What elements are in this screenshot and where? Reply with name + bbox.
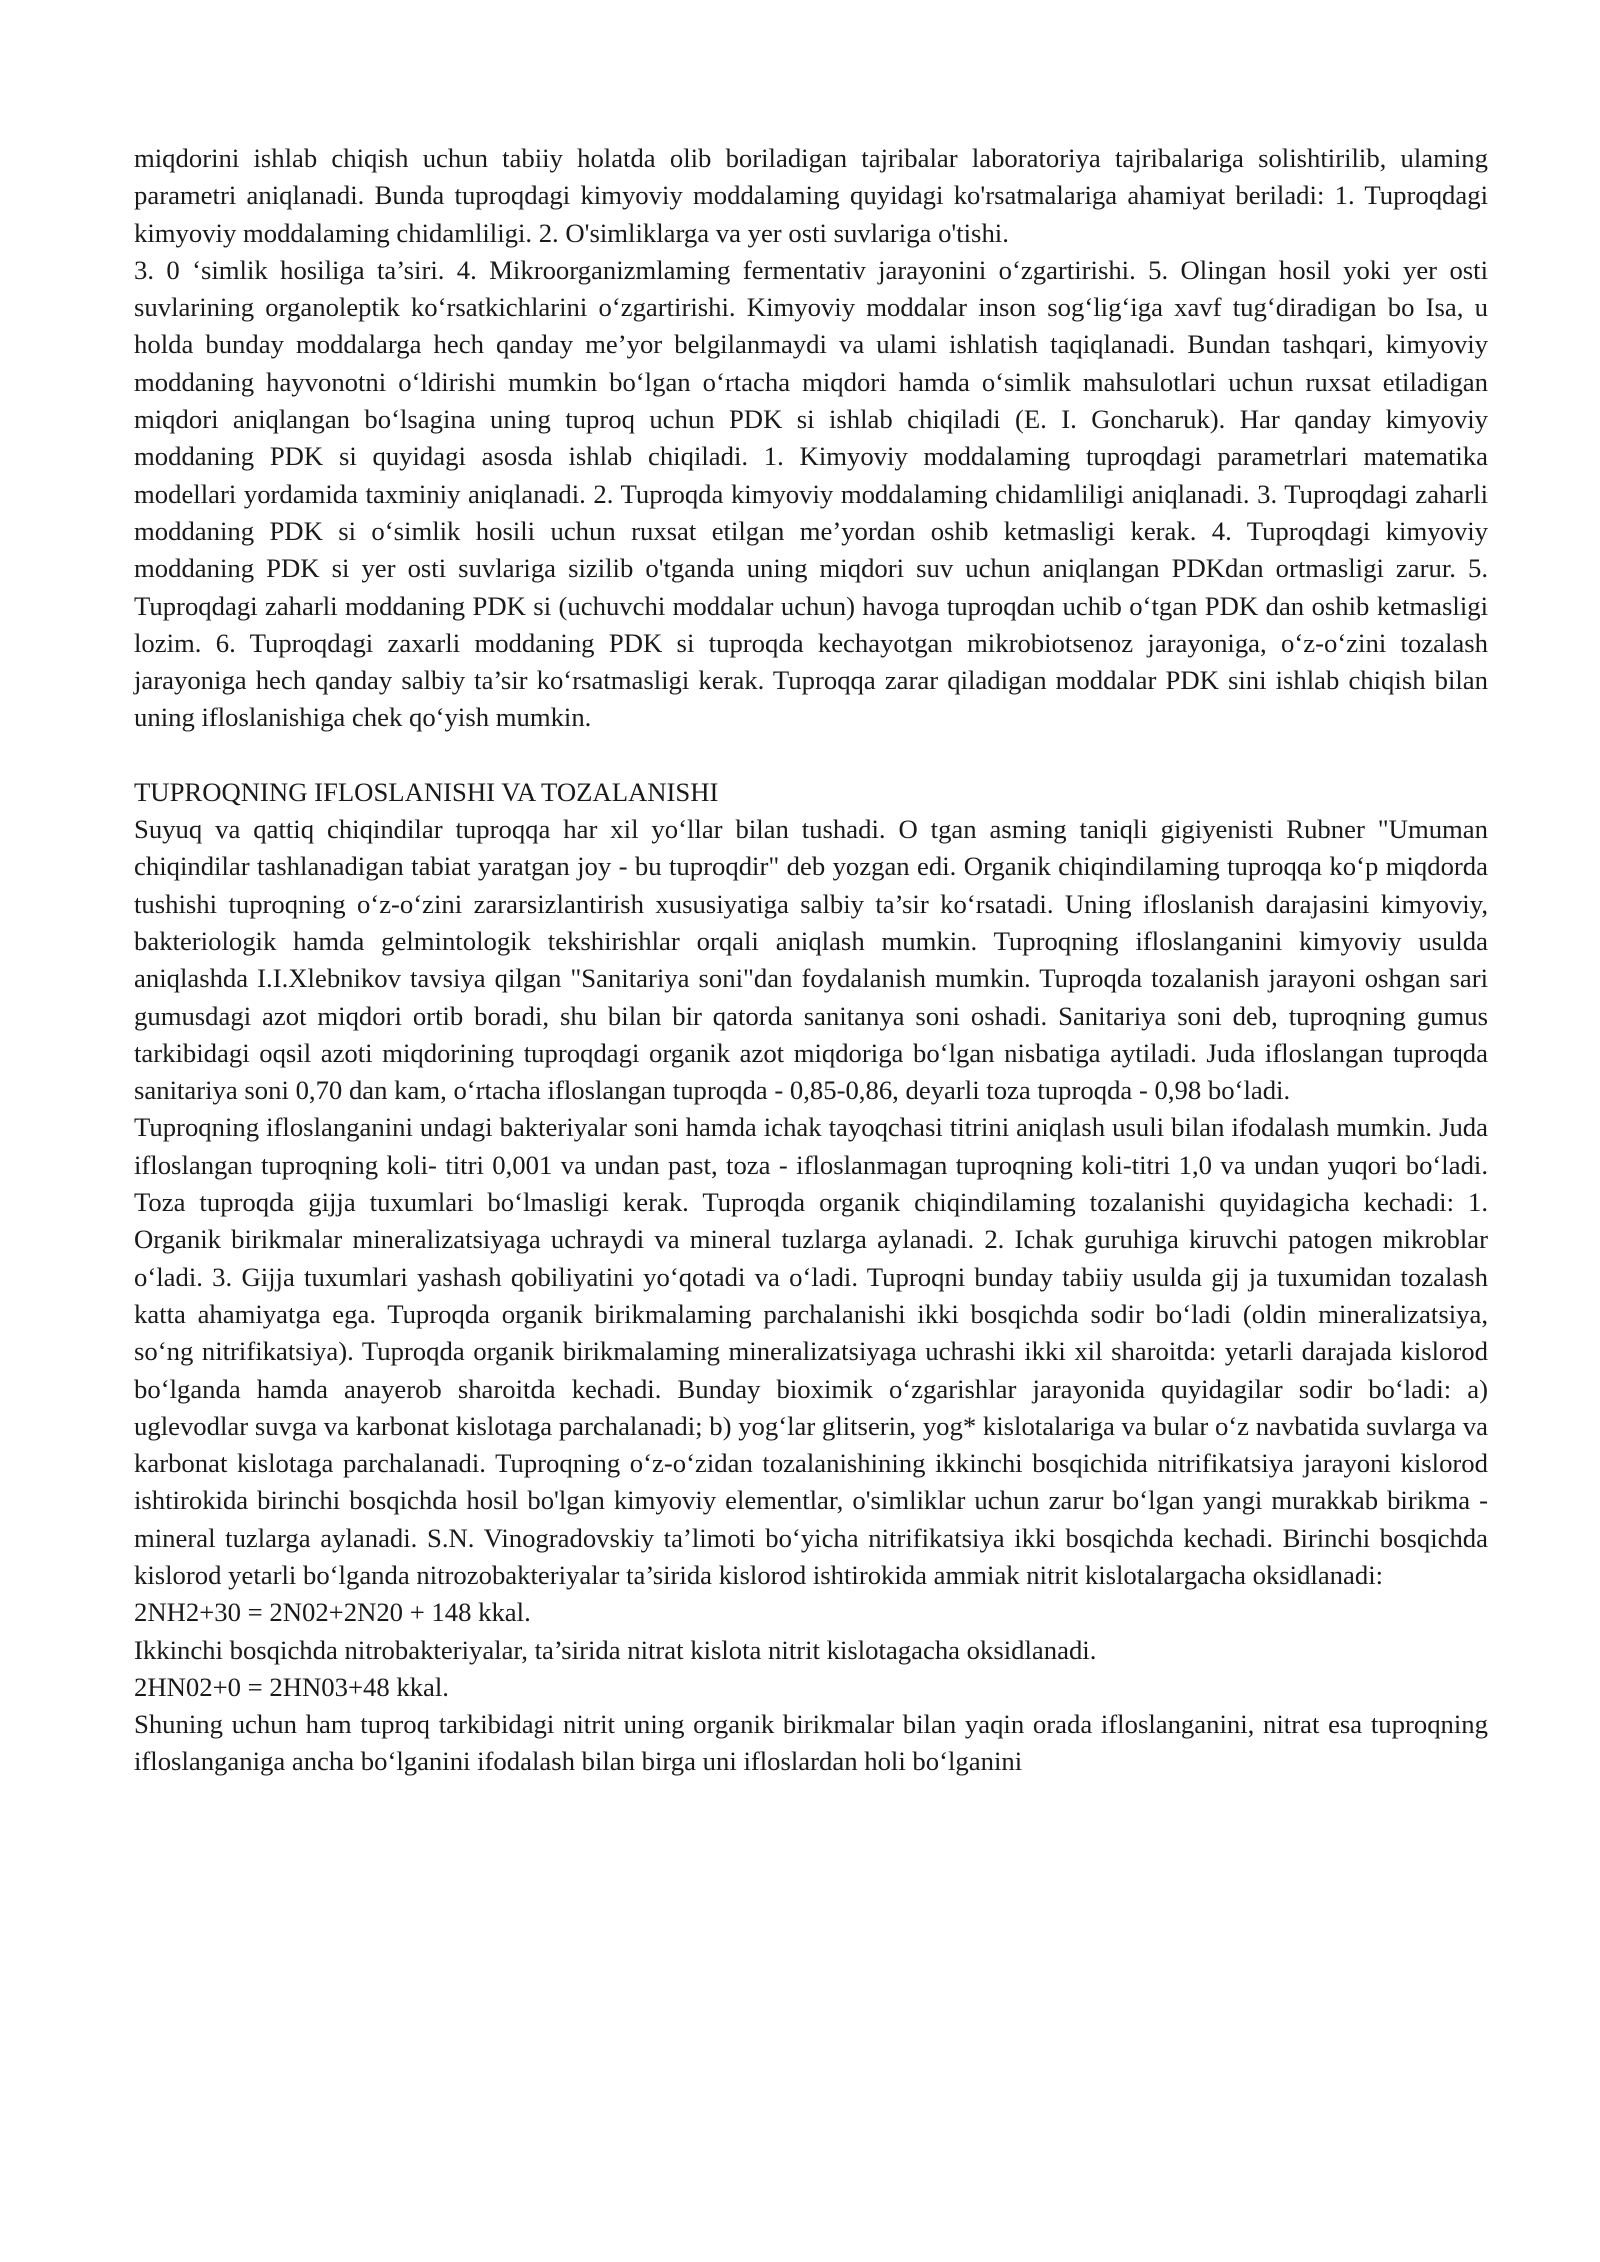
- section-heading: TUPROQNING IFLOSLANISHI VA TOZALANISHI: [134, 776, 719, 807]
- paragraph-pdk-criteria: miqdorini ishlab chiqish uchun tabiiy holatda olib boriladigan tajribalar laboratoriya tajribalariga solishtirilib, ulaming parametri aniqlanadi. Bunda tuproqdagi kimyoviy moddalaming quyidagi ko'rsatmalariga ahamiyat beriladi: 1. Tuproqdagi kimyoviy moddalaming chidamliligi. 2. O'simliklarga va yer osti suvlariga o'tishi.: [134, 143, 1488, 248]
- paragraph-pdk-development: 3. 0 ‘simlik hosiliga ta’siri. 4. Mikroorganizmlaming fermentativ jarayonini o‘zgartirishi. 5. Olingan hosil yoki yer osti suvlarining organoleptik ko‘rsatkichlarini o‘zgartirishi. Kimyoviy moddalar inson sog‘lig‘iga xavf tug‘diradigan bo Isa, u holda bunday moddalarga hech qanday me’yor belgilanmaydi va ulami ishlatish taqiqlanadi. Bundan tashqari, kimyoviy moddaning hayvonotni o‘ldirishi mumkin bo‘lgan o‘rtacha miqdori hamda o‘simlik mahsulotlari uchun ruxsat etiladigan miqdori aniqlangan bo‘lsagina uning tuproq uchun PDK si ishlab chiqiladi (E. I. Goncharuk). Har qanday kimyoviy moddaning PDK si quyidagi asosda ishlab chiqiladi. 1. Kimyoviy moddalaming tuproqdagi parametrlari matematika modellari yordamida taxminiy aniqlanadi. 2. Tuproqda kimyoviy moddalaming chidamliligi aniqlanadi. 3. Tuproqdagi zaharli moddaning PDK si o‘simlik hosili uchun ruxsat etilgan me’yordan oshib ketmasligi kerak. 4. Tuproqdagi kimyoviy moddaning PDK si yer osti suvlariga sizilib o'tganda uning miqdori suv uchun aniqlangan PDKdan ortmasligi zarur. 5. Tuproqdagi zaharli moddaning PDK si (uchuvchi moddalar uchun) havoga tuproqdan uchib o‘tgan PDK dan oshib ketmasligi lozim. 6. Tuproqdagi zaxarli moddaning PDK si tuproqda kechayotgan mikrobiotsenoz jarayoniga, o‘z-o‘zini tozalash jarayoniga hech qanday salbiy ta’sir ko‘rsatmasligi kerak. Tuproqqa zarar qiladigan moddalar PDK sini ishlab chiqish bilan uning ifloslanishiga chek qo‘yish mumkin.: [134, 254, 1488, 733]
- paragraph-second-stage: Ikkinchi bosqichda nitrobakteriyalar, ta’sirida nitrat kislota nitrit kislotagacha oksidlanadi.: [134, 1634, 1097, 1665]
- paragraph-soil-pollution: Suyuq va qattiq chiqindilar tuproqqa har xil yo‘llar bilan tushadi. O tgan asming taniqli gigiyenisti Rubner "Umuman chiqindilar tashlanadigan tabiat yaratgan joy - bu tuproqdir" deb yozgan edi. Organik chiqindilaming tuproqqa ko‘p miqdorda tushishi tuproqning o‘z-o‘zini zararsizlantirish xususiyatiga salbiy ta’sir ko‘rsatadi. Uning ifloslanish darajasini kimyoviy, bakteriologik hamda gelmintologik tekshirishlar orqali aniqlash mumkin. Tuproqning ifloslanganini kimyoviy usulda aniqlashda I.I.Xlebnikov tavsiya qilgan "Sanitariya soni"dan foydalanish mumkin. Tuproqda tozalanish jarayoni oshgan sari gumusdagi azot miqdori ortib boradi, shu bilan bir qatorda sanitanya soni oshadi. Sanitariya soni deb, tuproqning gumus tarkibidagi oqsil azoti miqdorining tuproqdagi organik azot miqdoriga bo‘lgan nisbatiga aytiladi. Juda ifloslangan tuproqda sanitariya soni 0,70 dan kam, o‘rtacha ifloslangan tuproqda - 0,85-0,86, deyarli toza tuproqda - 0,98 bo‘ladi.: [134, 814, 1488, 1106]
- document-page: [134, 140, 1488, 1781]
- equation-first-stage: 2NH2+30 = 2N02+2N20 + 148 kkal.: [134, 1597, 531, 1628]
- paragraph-soil-self-cleaning: Tuproqning ifloslanganini undagi bakteriyalar soni hamda ichak tayoqchasi titrini aniqlash usuli bilan ifodalash mumkin. Juda ifloslangan tuproqning koli- titri 0,001 va undan past, toza - ifloslanmagan tuproqning koli-titri 1,0 va undan yuqori bo‘ladi. Toza tuproqda gijja tuxumlari bo‘lmasligi kerak. Tuproqda organik chiqindilaming tozalanishi quyidagicha kechadi: 1. Organik birikmalar mineralizatsiyaga uchraydi va mineral tuzlarga aylanadi. 2. Ichak guruhiga kiruvchi patogen mikroblar o‘ladi. 3. Gijja tuxumlari yashash qobiliyatini yo‘qotadi va o‘ladi. Tuproqni bunday tabiiy usulda gij ja tuxumidan tozalash katta ahamiyatga ega. Tuproqda organik birikmalaming parchalanishi ikki bosqichda sodir bo‘ladi (oldin mineralizatsiya, so‘ng nitrifikatsiya). Tuproqda organik birikmalaming mineralizatsiyaga uchrashi ikki xil sharoitda: yetarli darajada kislorod bo‘lganda hamda anayerob sharoitda kechadi. Bunday bioximik o‘zgarishlar jarayonida quyidagilar sodir bo‘ladi: a) uglevodlar suvga va karbonat kislotaga parchalanadi; b) yog‘lar glitserin, yog* kislotalariga va bular o‘z navbatida suvlarga va karbonat kislotaga parchalanadi. Tuproqning o‘z-o‘zidan tozalanishining ikkinchi bosqichida nitrifikatsiya jarayoni kislorod ishtirokida birinchi bosqichda hosil bo'lgan kimyoviy elementlar, o'simliklar uchun zarur bo‘lgan yangi murakkab birikma - mineral tuzlarga aylanadi. S.N. Vinogradovskiy ta’limoti bo‘yicha nitrifikatsiya ikki bosqichda kechadi. Birinchi bosqichda kislorod yetarli bo‘lganda nitrozobakteriyalar ta’sirida kislorod ishtirokida ammiak nitrit kislotalargacha oksidlanadi:: [134, 1112, 1488, 1590]
- paragraph-nitrite-nitrate: Shuning uchun ham tuproq tarkibidagi nitrit uning organik birikmalar bilan yaqin orada ifloslanganini, nitrat esa tuproqning ifloslanganiga ancha bo‘lganini ifodalash bilan birga uni ifloslardan holi bo‘lganini: [134, 1709, 1488, 1777]
- equation-second-stage: 2HN02+0 = 2HN03+48 kkal.: [134, 1671, 449, 1702]
